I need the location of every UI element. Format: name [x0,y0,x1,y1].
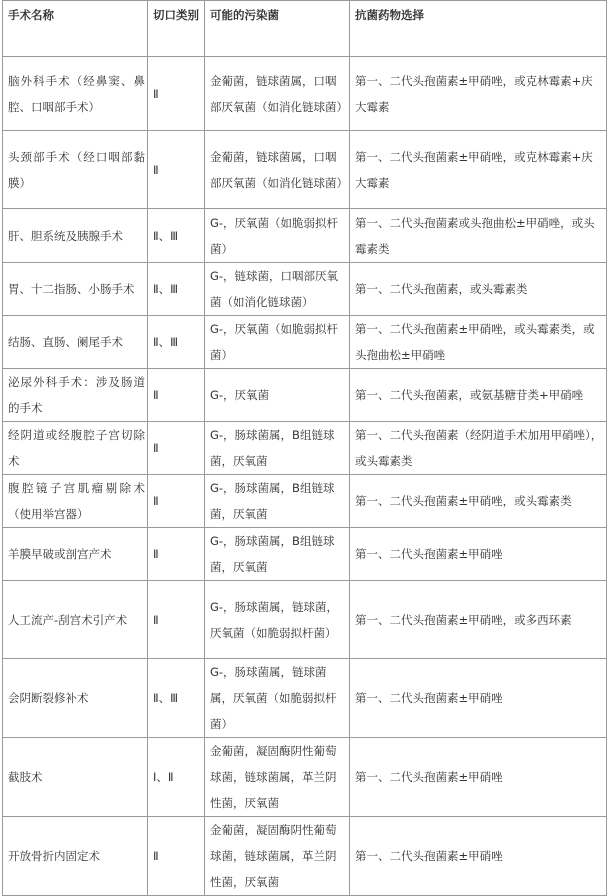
incision-class: Ⅱ [148,581,205,659]
antibiotic-choice: 第一、二代头孢菌素，或氨基糖苷类+甲硝唑 [350,369,607,422]
incision-class: Ⅱ、Ⅲ [148,263,205,316]
incision-class: Ⅱ、Ⅲ [148,659,205,738]
surgery-name: 脑外科手术（经鼻窦、鼻腔、口咽部手术） [3,57,148,131]
contaminating-bacteria: G-，肠球菌属，B组链球菌，厌氧菌 [205,422,350,475]
antibiotic-choice: 第一、二代头孢菌素±甲硝唑 [350,528,607,581]
antibiotic-choice: 第一、二代头孢菌素±甲硝唑，或克林霉素+庆大霉素 [350,57,607,131]
table-row [3,131,607,209]
contaminating-bacteria: G-，厌氧菌 [205,369,350,422]
contaminating-bacteria: G-，厌氧菌（如脆弱拟杆菌） [205,316,350,369]
contaminating-bacteria: G-，肠球菌属，B组链球菌，厌氧菌 [205,528,350,581]
incision-class: Ⅱ [148,369,205,422]
antibiotic-choice: 第一、二代头孢菌素或头孢曲松±甲硝唑，或头霉素类 [350,209,607,263]
surgery-name: 胃、十二指肠、小肠手术 [3,263,148,316]
surgery-name: 会阴断裂修补术 [3,659,148,738]
antibiotic-choice: 第一、二代头孢菌素（经阴道手术加用甲硝唑），或头霉素类 [350,422,607,475]
antibiotic-choice: 第一、二代头孢菌素±甲硝唑，或多西环素 [350,581,607,659]
surgery-name: 头颈部手术（经口咽部黏膜） [3,131,148,209]
table-row [3,659,607,738]
antibiotic-choice: 第一、二代头孢菌素±甲硝唑 [350,738,607,817]
surgery-name: 经阴道或经腹腔子宫切除术 [3,422,148,475]
antibiotic-choice: 第一、二代头孢菌素，或头霉素类 [350,263,607,316]
antibiotic-choice: 第一、二代头孢菌素±甲硝唑，或头霉素类 [350,475,607,528]
antibiotic-choice: 第一、二代头孢菌素±甲硝唑 [350,817,607,896]
incision-class: Ⅱ、Ⅲ [148,316,205,369]
table-row [3,57,607,131]
antibiotic-choice: 第一、二代头孢菌素±甲硝唑，或头霉素类，或头孢曲松±甲硝唑 [350,316,607,369]
incision-class: Ⅱ [148,528,205,581]
contaminating-bacteria: 金葡菌，链球菌属，口咽部厌氧菌（如消化链球菌） [205,131,350,209]
contaminating-bacteria: G-，肠球菌属，B组链球菌，厌氧菌 [205,475,350,528]
surgery-name: 肝、胆系统及胰腺手术 [3,209,148,263]
table-row [3,209,607,263]
incision-class: Ⅱ [148,131,205,209]
table-row [3,581,607,659]
surgery-name: 泌尿外科手术：涉及肠道的手术 [3,369,148,422]
header-incision-class: 切口类别 [148,1,205,57]
antibiotic-choice: 第一、二代头孢菌素±甲硝唑 [350,659,607,738]
contaminating-bacteria: G-，厌氧菌（如脆弱拟杆菌） [205,209,350,263]
incision-class: Ⅱ [148,422,205,475]
contaminating-bacteria: G-，链球菌，口咽部厌氧菌（如消化链球菌） [205,263,350,316]
incision-class: Ⅱ [148,817,205,896]
header-row [3,1,607,57]
table-row [3,263,607,316]
surgery-name: 人工流产-刮宫术引产术 [3,581,148,659]
surgery-name: 腹腔镜子宫肌瘤剔除术（使用举宫器） [3,475,148,528]
antibiotic-prophylaxis-table [2,0,607,896]
contaminating-bacteria: 金葡菌，凝固酶阴性葡萄球菌，链球菌属，革兰阴性菌，厌氧菌 [205,738,350,817]
antibiotic-choice: 第一、二代头孢菌素±甲硝唑，或克林霉素+庆大霉素 [350,131,607,209]
header-surgery-name: 手术名称 [3,1,148,57]
table-row [3,528,607,581]
incision-class: Ⅱ [148,57,205,131]
contaminating-bacteria: G-，肠球菌属，链球菌属，厌氧菌（如脆弱拟杆菌） [205,659,350,738]
incision-class: Ⅱ [148,475,205,528]
header-contaminating-bacteria: 可能的污染菌 [205,1,350,57]
table-row [3,316,607,369]
contaminating-bacteria: G-，肠球菌属，链球菌，厌氧菌（如脆弱拟杆菌） [205,581,350,659]
surgery-name: 羊膜早破或剖宫产术 [3,528,148,581]
surgery-name: 截肢术 [3,738,148,817]
table-row [3,475,607,528]
table-row [3,369,607,422]
header-antibiotic-choice: 抗菌药物选择 [350,1,607,57]
incision-class: Ⅰ、Ⅱ [148,738,205,817]
surgery-name: 开放骨折内固定术 [3,817,148,896]
incision-class: Ⅱ、Ⅲ [148,209,205,263]
contaminating-bacteria: 金葡菌，链球菌属，口咽部厌氧菌（如消化链球菌） [205,57,350,131]
table-row [3,422,607,475]
table-row [3,738,607,817]
surgery-name: 结肠、直肠、阑尾手术 [3,316,148,369]
contaminating-bacteria: 金葡菌，凝固酶阴性葡萄球菌，链球菌属，革兰阴性菌，厌氧菌 [205,817,350,896]
